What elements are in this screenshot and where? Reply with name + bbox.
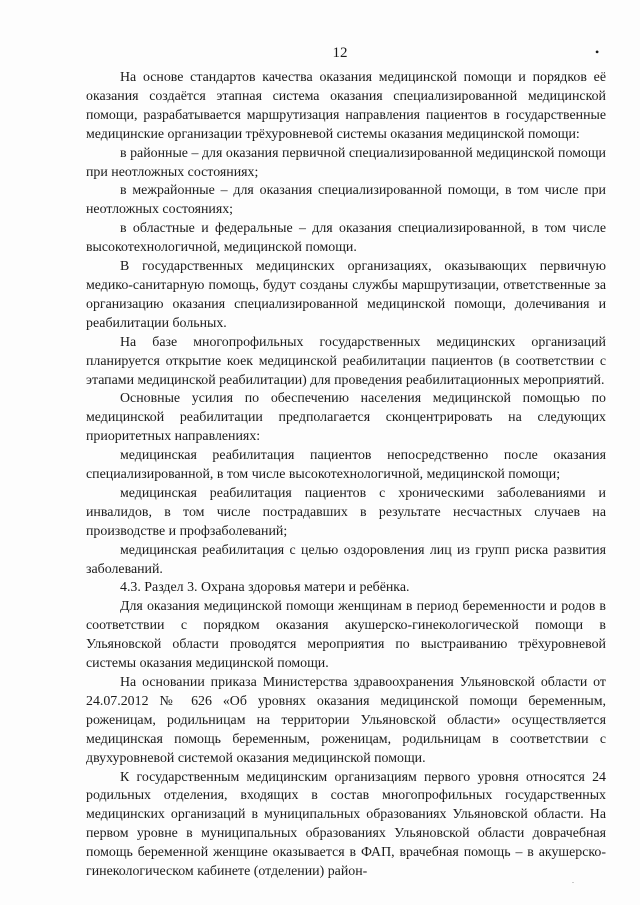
paragraph: На основании приказа Министерства здравоохранения Ульяновской области от 24.07.2012 № 626 «Об уровнях оказания медицинской помощи беременным, роженицам, родильницам на территории Ульяновской области» осуществляется медицинская помощь беременным, роженицам, родильницам в соответствии с двухуровневой системой оказания медицинской помощи.: [86, 675, 606, 766]
paragraph: Для оказания медицинской помощи женщинам в период беременности и родов в соответствии с порядком оказания акушерско-гинекологической помощи в Ульяновской области проводятся мероприятия по выстраиванию трёхуровневой системы оказания медицинской помощи.: [86, 599, 606, 672]
paragraph: На основе стандартов качества оказания медицинской помощи и порядков её оказания создаётся этапная система оказания специализированной медицинской помощи, разрабатывается маршрутизация направления пациентов в государственные медицинские организации трёхуровневой системы оказания медицинской помощи:: [86, 70, 606, 142]
paragraph: Основные усилия по обеспечению населения медицинской помощью по медицинской реабилитации предполагается сконцентрировать на следующих приоритетных направлениях:: [86, 391, 606, 445]
paragraph: В государственных медицинских организациях, оказывающих первичную медико-санитарную помощь, будут созданы службы маршрутизации, ответственные за организацию оказания специализированной медицинской помощи, долечивания и реабилитации больных.: [86, 259, 606, 331]
document-body: [86, 69, 606, 882]
paragraph: в межрайонные – для оказания специализированной помощи, в том числе при неотложных состояниях;: [86, 183, 606, 218]
paragraph: медицинская реабилитация пациентов с хроническими заболеваниями и инвалидов, в том числе пострадавших в результате несчастных случаев на производстве и профзаболеваний;: [86, 485, 606, 539]
paragraph: медицинская реабилитация пациентов непосредственно после оказания специализированной, в том числе высокотехнологичной, медицинской помощи;: [86, 448, 606, 483]
paragraph: в областные и федеральные – для оказания специализированной, в том числе высокотехнологичной, медицинской помощи.: [86, 221, 606, 256]
scan-mark: •: [595, 45, 600, 59]
page-number: 12: [332, 45, 348, 61]
paragraph: К государственным медицинским организациям первого уровня относятся 24 родильных отделения, входящих в состав многопрофильных государственных медицинских организаций в муниципальных образованиях Ульяновской области. На первом уровне в муниципальных образованиях Ульяновской области доврачебная помощь беременной женщине оказывается в ФАП, врачебная помощь – в акушерско-гинекологическом кабинете (отделении) район-: [86, 769, 606, 880]
section-heading: 4.3. Раздел 3. Охрана здоровья матери и ребёнка.: [120, 580, 410, 596]
paragraph: На базе многопрофильных государственных медицинских организаций планируется открытие коек медицинской реабилитации пациентов (в соответствии с этапами медицинской реабилитации) для проведения реабилитационных мероприятий.: [86, 334, 606, 388]
paragraph: в районные – для оказания первичной специализированной медицинской помощи при неотложных состояниях;: [86, 145, 606, 180]
paragraph: медицинская реабилитация с целью оздоровления лиц из групп риска развития заболеваний.: [86, 542, 606, 577]
scan-mark: .: [572, 876, 574, 885]
